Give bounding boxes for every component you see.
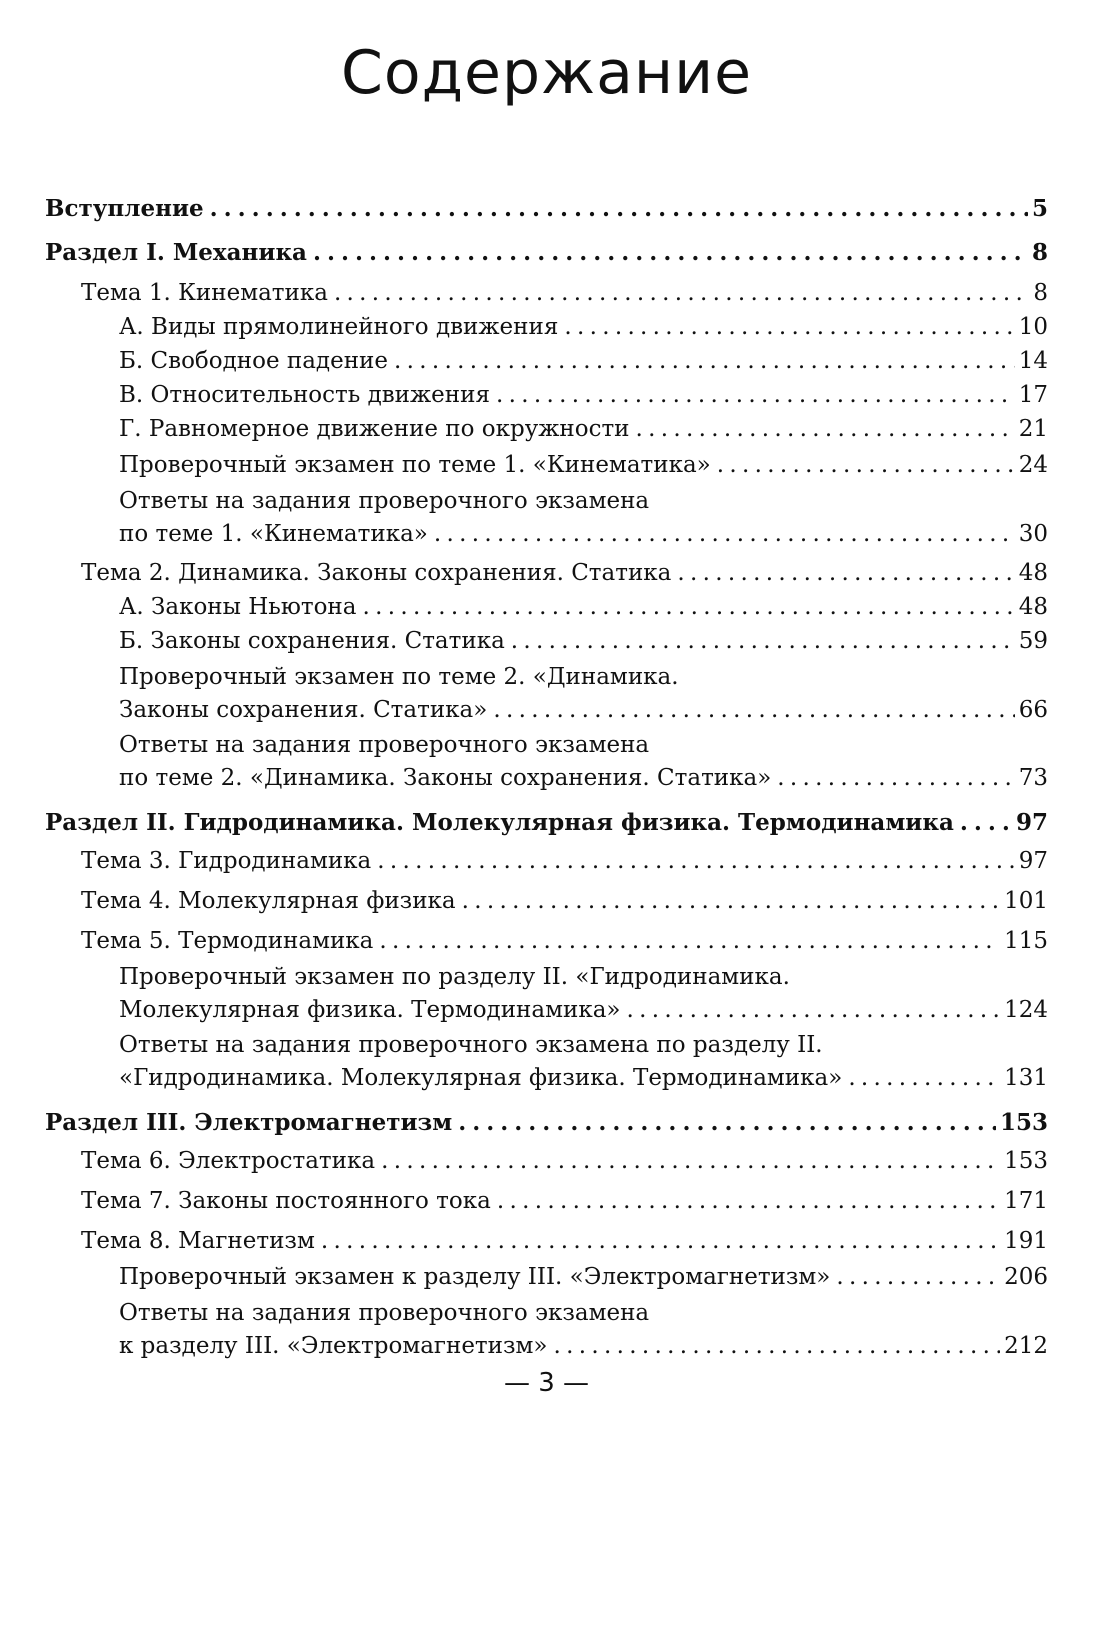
toc-entry-line <box>45 236 1048 270</box>
toc-page-number: 66 <box>1018 697 1048 723</box>
toc-page-number: 115 <box>1004 928 1048 954</box>
toc-entry-line <box>119 1296 1048 1330</box>
toc-entry-line <box>81 1144 1048 1178</box>
toc-entry-line <box>119 344 1048 378</box>
toc-page-number: 48 <box>1018 594 1048 620</box>
toc-page-number: 48 <box>1018 560 1048 586</box>
toc-entry-title: Ответы на задания проверочного экзамена <box>119 488 650 514</box>
toc-page-number: 30 <box>1018 521 1048 547</box>
toc-entry-line <box>81 276 1048 310</box>
toc-page-number: 21 <box>1018 416 1048 442</box>
toc-entry-line <box>119 1260 1048 1294</box>
leader-dots <box>626 994 1000 1026</box>
leader-dots <box>379 924 1000 958</box>
toc-entry-line <box>81 924 1048 958</box>
toc-entry-line <box>119 762 1048 794</box>
leader-dots <box>564 310 1014 344</box>
toc-entry-line <box>119 590 1048 624</box>
toc-entry <box>45 844 1048 878</box>
toc-page-number: 153 <box>1004 1148 1048 1174</box>
toc-entry <box>45 884 1048 918</box>
toc-page-number: 212 <box>1004 1333 1048 1359</box>
leader-dots <box>458 1106 996 1140</box>
toc-entry-title: Тема 8. Магнетизм <box>81 1228 315 1254</box>
toc-entry <box>45 412 1048 446</box>
toc-entry <box>45 590 1048 624</box>
leader-dots <box>777 762 1014 794</box>
leader-dots <box>717 448 1015 482</box>
toc-entry-title: «Гидродинамика. Молекулярная физика. Термодинамика» <box>119 1065 843 1091</box>
toc-entry-title: Тема 7. Законы постоянного тока <box>81 1188 491 1214</box>
leader-dots <box>362 590 1014 624</box>
toc-entry-line <box>119 1028 1048 1062</box>
toc-entry <box>45 624 1048 658</box>
toc-entry-line <box>119 624 1048 658</box>
toc-page-number: 97 <box>1015 809 1048 836</box>
toc-entry <box>45 310 1048 344</box>
toc-page-number: 131 <box>1004 1065 1048 1091</box>
leader-dots <box>462 884 1000 918</box>
toc-entry-title: Тема 1. Кинематика <box>81 280 328 306</box>
leader-dots <box>677 556 1014 590</box>
toc-page-number: 206 <box>1004 1264 1048 1290</box>
toc-entry-title: Ответы на задания проверочного экзамена по разделу II. <box>119 1032 823 1058</box>
toc-entry-line <box>119 448 1048 482</box>
toc-page-number: 97 <box>1018 848 1048 874</box>
toc-entry-title: по теме 1. «Кинематика» <box>119 521 428 547</box>
toc-page-number: 101 <box>1004 888 1048 914</box>
toc-entry-title: Б. Свободное падение <box>119 348 388 374</box>
toc-entry <box>45 276 1048 310</box>
toc-entry <box>45 960 1048 1026</box>
toc-page-number: 24 <box>1018 452 1048 478</box>
toc-entry-title: Ответы на задания проверочного экзамена <box>119 732 650 758</box>
toc-entry-line <box>81 556 1048 590</box>
leader-dots <box>496 378 1015 412</box>
toc-entry-title: Раздел II. Гидродинамика. Молекулярная физика. Термодинамика <box>45 809 954 836</box>
toc-entry-title: В. Относительность движения <box>119 382 490 408</box>
toc-entry-title: Тема 5. Термодинамика <box>81 928 374 954</box>
toc-entry-title: Проверочный экзамен по разделу II. «Гидродинамика. <box>119 964 790 990</box>
toc-entry-line <box>81 884 1048 918</box>
toc-page-number: 73 <box>1018 765 1048 791</box>
toc-entry-title: Тема 3. Гидродинамика <box>81 848 372 874</box>
toc-entry-title: Тема 2. Динамика. Законы сохранения. Статика <box>81 560 672 586</box>
toc-entry <box>45 192 1048 226</box>
leader-dots <box>394 344 1015 378</box>
toc-page-number: 171 <box>1004 1188 1048 1214</box>
page-title: Содержание <box>340 38 753 108</box>
toc-entry <box>45 344 1048 378</box>
page-number: — 3 — <box>503 1368 590 1398</box>
toc-entry-line <box>45 806 1048 840</box>
toc-entry-title: Проверочный экзамен по теме 2. «Динамика. <box>119 664 679 690</box>
toc-entry-line <box>119 310 1048 344</box>
toc-page-number: 8 <box>1031 239 1048 266</box>
toc-entry-line <box>119 728 1048 762</box>
toc-entry-title: по теме 2. «Динамика. Законы сохранения. Статика» <box>119 765 772 791</box>
toc-page-number: 59 <box>1018 628 1048 654</box>
toc-entry-title: Ответы на задания проверочного экзамена <box>119 1300 650 1326</box>
toc-page-number: 8 <box>1033 280 1048 306</box>
toc-entry-line <box>119 1330 1048 1362</box>
leader-dots <box>511 624 1015 658</box>
toc-entry-line <box>81 1224 1048 1258</box>
leader-dots <box>381 1144 1000 1178</box>
toc-entry-line <box>119 1062 1048 1094</box>
toc-entry-line <box>45 1106 1048 1140</box>
toc-entry <box>45 484 1048 550</box>
toc-page-number: 153 <box>999 1109 1048 1136</box>
toc-entry-title: к разделу III. «Электромагнетизм» <box>119 1333 548 1359</box>
toc-page-number: 10 <box>1018 314 1048 340</box>
toc-entry-title: Раздел III. Электромагнетизм <box>45 1109 453 1136</box>
toc-entry-title: Проверочный экзамен к разделу III. «Электромагнетизм» <box>119 1264 831 1290</box>
leader-dots <box>497 1184 1000 1218</box>
toc-page-number: 124 <box>1004 997 1048 1023</box>
toc-entry <box>45 556 1048 590</box>
leader-dots <box>960 806 1012 840</box>
toc-page-number: 191 <box>1004 1228 1048 1254</box>
leader-dots <box>836 1260 1000 1294</box>
toc-entry <box>45 1144 1048 1178</box>
toc-entry-title: Тема 4. Молекулярная физика <box>81 888 456 914</box>
leader-dots <box>848 1062 1000 1094</box>
toc-entry <box>45 728 1048 794</box>
toc-entry-title: Тема 6. Электростатика <box>81 1148 376 1174</box>
leader-dots <box>321 1224 1000 1258</box>
toc-page-number: 14 <box>1018 348 1048 374</box>
toc-entry-title: А. Виды прямолинейного движения <box>119 314 559 340</box>
toc-entry <box>45 1184 1048 1218</box>
leader-dots <box>334 276 1029 310</box>
toc-entry <box>45 660 1048 726</box>
toc-entry-title: Проверочный экзамен по теме 1. «Кинематика» <box>119 452 711 478</box>
table-of-contents <box>45 192 1048 1362</box>
toc-entry-title: Вступление <box>45 195 204 222</box>
toc-entry-title: Б. Законы сохранения. Статика <box>119 628 505 654</box>
toc-entry <box>45 924 1048 958</box>
toc-entry-line <box>119 412 1048 446</box>
toc-entry-line <box>119 378 1048 412</box>
toc-entry-title: Раздел I. Механика <box>45 239 307 266</box>
toc-entry <box>45 1224 1048 1258</box>
toc-page-number: 17 <box>1018 382 1048 408</box>
toc-entry-line <box>119 994 1048 1026</box>
leader-dots <box>636 412 1015 446</box>
toc-entry <box>45 1296 1048 1362</box>
toc-entry-title: Законы сохранения. Статика» <box>119 697 488 723</box>
leader-dots <box>313 236 1028 270</box>
leader-dots <box>210 192 1028 226</box>
toc-entry <box>45 1028 1048 1094</box>
leader-dots <box>377 844 1014 878</box>
toc-entry-line <box>81 844 1048 878</box>
leader-dots <box>554 1330 1001 1362</box>
toc-page-number: 5 <box>1031 195 1048 222</box>
toc-entry <box>45 378 1048 412</box>
toc-entry <box>45 236 1048 270</box>
toc-entry <box>45 1106 1048 1140</box>
toc-entry-title: Молекулярная физика. Термодинамика» <box>119 997 621 1023</box>
toc-entry-line <box>119 660 1048 694</box>
toc-entry-line <box>119 694 1048 726</box>
toc-entry <box>45 806 1048 840</box>
leader-dots <box>434 518 1015 550</box>
toc-entry-title: Г. Равномерное движение по окружности <box>119 416 630 442</box>
toc-entry <box>45 448 1048 482</box>
toc-entry <box>45 1260 1048 1294</box>
toc-entry-line <box>119 484 1048 518</box>
leader-dots <box>493 694 1014 726</box>
toc-entry-line <box>119 960 1048 994</box>
toc-entry-line <box>119 518 1048 550</box>
toc-entry-title: А. Законы Ньютона <box>119 594 357 620</box>
toc-entry-line <box>45 192 1048 226</box>
toc-entry-line <box>81 1184 1048 1218</box>
